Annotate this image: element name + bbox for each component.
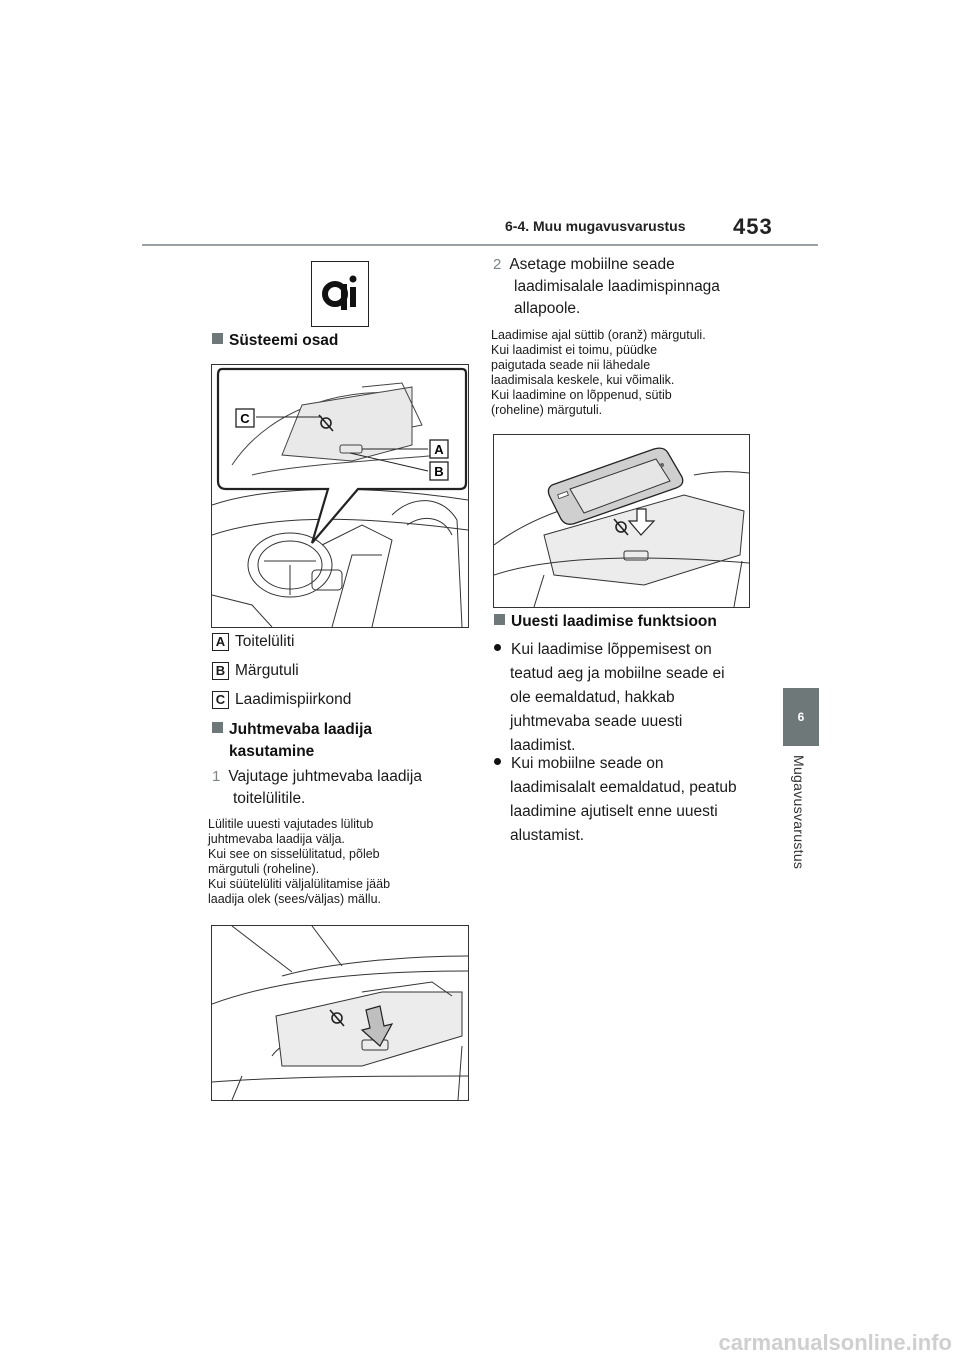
press-switch-illustration — [212, 926, 468, 1100]
chapter-title — [783, 755, 819, 905]
usage-heading: Juhtmevaba laadija kasutamine — [212, 719, 372, 763]
place-device-illustration — [494, 435, 749, 607]
note-charging-indicator: Laadimise ajal süttib (oranž) märgutuli. Kui laadimist ei toimu, püüdke paigutada seade nii lähedale laadimisala keskele, kui võimalik. Kui laadimine on lõppenud, sütib (roheline) märgutuli. — [491, 328, 706, 417]
legend-item-c: C Laadimispiirkond — [212, 689, 351, 711]
chapter-tab: 6 — [783, 688, 819, 746]
figure-place-device — [493, 434, 750, 608]
bullet-icon — [494, 644, 501, 651]
heading-square-icon — [212, 333, 223, 344]
qi-logo — [311, 261, 369, 327]
bullet-icon — [494, 758, 501, 765]
legend — [212, 631, 351, 711]
note-power-switch: Lülitile uuesti vajutades lülitub juhtmevaba laadija välja. Kui see on sisselülitatud, põleb märgutuli (roheline). Kui süütelüliti väljalülitamise jääb laadija olek (sees/väljas) mällu. — [208, 817, 391, 906]
heading-square-icon — [212, 722, 223, 733]
chapter-title-text: Mugavusvarustus — [791, 755, 807, 870]
figure-press-switch — [211, 925, 469, 1101]
callout-c: C — [240, 411, 250, 426]
callout-a: A — [434, 442, 444, 457]
figure-system-parts — [211, 364, 469, 628]
qi-logo-icon — [312, 262, 368, 326]
step-1: 1 Vajutage juhtmevaba laadija toitelülitile. — [212, 768, 422, 807]
bullet-device-removed: Kui mobiilne seade on laadimisalalt eemaldatud, peatub laadimine ajutiselt enne uuesti alustamist. — [494, 752, 737, 848]
page-number: 453 — [733, 214, 773, 239]
recharge-heading: Uuesti laadimise funktsioon — [494, 611, 717, 633]
bullet-recharge-auto: Kui laadimise lõppemisest on teatud aeg ja mobiilne seade ei ole eemaldatud, hakkab juhtmevaba seade uuesti laadimist. — [494, 638, 725, 758]
callout-b: B — [434, 464, 444, 479]
step-2: 2 Asetage mobiilne seade laadimisalale laadimispinnaga allapoole. — [493, 256, 720, 317]
legend-item-b: B Märgutuli — [212, 660, 351, 682]
heading-square-icon — [494, 614, 505, 625]
system-parts-heading: Süsteemi osad — [212, 330, 338, 352]
watermark: carmanualsonline.info — [718, 1330, 952, 1355]
legend-item-a: A Toitelüliti — [212, 631, 351, 653]
section-title: 6-4. Muu mugavusvarustus — [505, 218, 686, 234]
header-divider — [142, 244, 818, 246]
console-illustration — [212, 365, 468, 627]
